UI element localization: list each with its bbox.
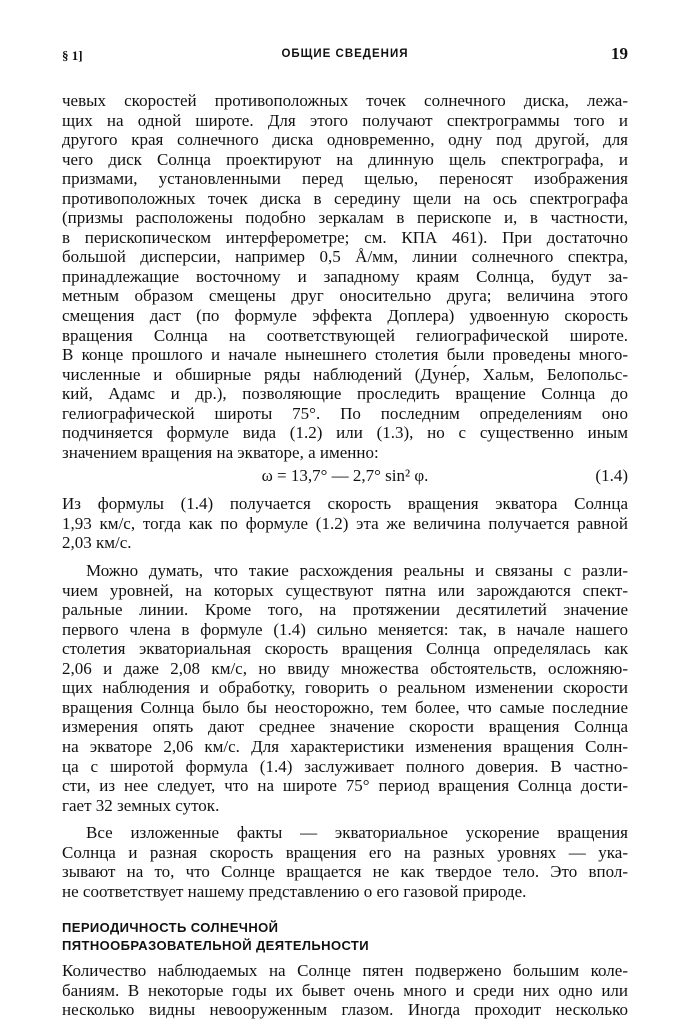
text-line: чего диск Солнца проектируют на длинную щель спектрографа, и — [62, 149, 628, 169]
text-line: противоположных точек диска в середину щели на ось спектрографа — [62, 188, 628, 208]
text-line: В конце прошлого и начале нынешнего столетия были проведены много- — [62, 345, 628, 365]
formula-block — [62, 464, 628, 488]
text-line: большой дисперсии, например 0,5 Å/мм, линии солнечного спектра, — [62, 247, 628, 267]
text-line: принадлежащие восточному и западному краям Солнца, будут за- — [62, 266, 628, 286]
text-line: значением вращения на экваторе, а именно: — [62, 442, 379, 462]
text-line: на экваторе 2,06 км/с. Для характеристики изменения вращения Солн- — [62, 736, 628, 756]
text-line: другого края солнечного диска одновременно, одну под другой, для — [62, 130, 628, 150]
text-line: Можно думать, что такие расхождения реальны и связаны с разли- — [86, 561, 628, 581]
book-page — [62, 44, 628, 1020]
text-line: кий, Адамс и др.), позволяющие проследить вращение Солнца до — [62, 384, 628, 404]
text-line: вращения Солнца было бы неосторожно, тем более, что самые последние — [62, 697, 628, 717]
text-line: ральные линии. Кроме того, на протяжении десятилетий значение — [62, 600, 628, 620]
text-line: в перископическом интерферометре; см. КПА 461). При достаточно — [62, 227, 628, 247]
text-line: гелиографической широты 75°. По последним определениям оно — [62, 403, 628, 423]
text-line: призмами, установленными перед щелью, переносят изображения — [62, 169, 628, 189]
text-line: смещения даст (по формуле эффекта Доплера) удвоенную скорость — [62, 306, 628, 326]
text-line: 1,93 км/с, тогда как по формуле (1.2) эта же величина получается равной — [62, 513, 628, 533]
running-header — [62, 44, 628, 68]
text-line: гает 32 земных суток. — [62, 795, 220, 815]
text-line: сти, из нее следует, что на широте 75° период вращения Солнца дости- — [62, 776, 628, 796]
text-line: зывают на то, что Солнце вращается не как твердое тело. Это впол- — [62, 862, 628, 882]
text-line: ца с широтой формула (1.4) заслуживает полного доверия. В частно- — [62, 756, 628, 776]
paragraph-3 — [62, 823, 628, 901]
text-line: подчиняется формуле вида (1.2) или (1.3), но с существенно иным — [62, 423, 628, 443]
text-line: чевых скоростей противоположных точек солнечного диска, лежа- — [62, 91, 628, 110]
text-line: чием уровней, на которых существуют пятна или зарождаются спект- — [62, 580, 628, 600]
section-marker: § 1] — [62, 48, 83, 63]
text-line: 2,03 км/с. — [62, 533, 132, 553]
text-line: (призмы расположены подобно зеркалам в перископе и, в частности, — [62, 208, 628, 228]
section-heading-line: ПЕРИОДИЧНОСТЬ СОЛНЕЧНОЙ — [62, 920, 279, 936]
text-line: щих наблюдения и обработку, говорить о реальном изменении скорости — [62, 678, 628, 698]
formula-expression: ω = 13,7° — 2,7° sin² φ. — [261, 466, 429, 486]
text-line: 2,06 и даже 2,08 км/с, но ввиду множества обстоятельств, осложняю- — [62, 658, 628, 678]
text-line: метным образом смещены друг оносительно друга; величина этого — [62, 286, 628, 306]
text-line: вращения Солнца на соответствующей гелиографической широте. — [62, 325, 628, 345]
text-line: Все изложенные факты — экваториальное ускорение вращения — [86, 823, 628, 843]
section-heading — [62, 919, 628, 955]
text-line: Из формулы (1.4) получается скорость вращения экватора Солнца — [62, 494, 628, 514]
text-line: численные и обширные ряды наблюдений (Дуне́р, Хальм, Белопольс- — [62, 364, 628, 384]
running-title: ОБЩИЕ СВЕДЕНИЯ — [281, 48, 409, 60]
text-line: Солнца и разная скорость вращения его на разных уровнях — ука- — [62, 842, 628, 862]
text-line: Количество наблюдаемых на Солнце пятен подвержено большим коле- — [62, 961, 628, 981]
paragraph-after-formula — [62, 494, 628, 553]
page-number: 19 — [611, 44, 628, 63]
section-heading-line: ПЯТНООБРАЗОВАТЕЛЬНОЙ ДЕЯТЕЛЬНОСТИ — [62, 938, 370, 954]
text-line: первого члена в формуле (1.4) сильно меняется: так, в начале нашего — [62, 619, 628, 639]
text-line: столетия экваториальная скорость вращения Солнца определялась как — [62, 639, 628, 659]
paragraph-4 — [62, 961, 628, 1020]
text-line: несколько видны невооруженным глазом. Иногда проходит несколько — [62, 1000, 628, 1020]
formula-number: (1.4) — [595, 466, 628, 486]
paragraph-1 — [62, 91, 628, 462]
body-text — [62, 91, 628, 1020]
text-line: баниям. В некоторые годы их бывет очень много и среди них одно или — [62, 980, 628, 1000]
text-line: не соответствует нашему представлению о его газовой природе. — [62, 881, 527, 901]
paragraph-2 — [62, 561, 628, 815]
text-line: щих на одной широте. Для этого получают спектрограммы того и — [62, 110, 628, 130]
text-line: измерения опять дают среднее значение скорости вращения Солнца — [62, 717, 628, 737]
